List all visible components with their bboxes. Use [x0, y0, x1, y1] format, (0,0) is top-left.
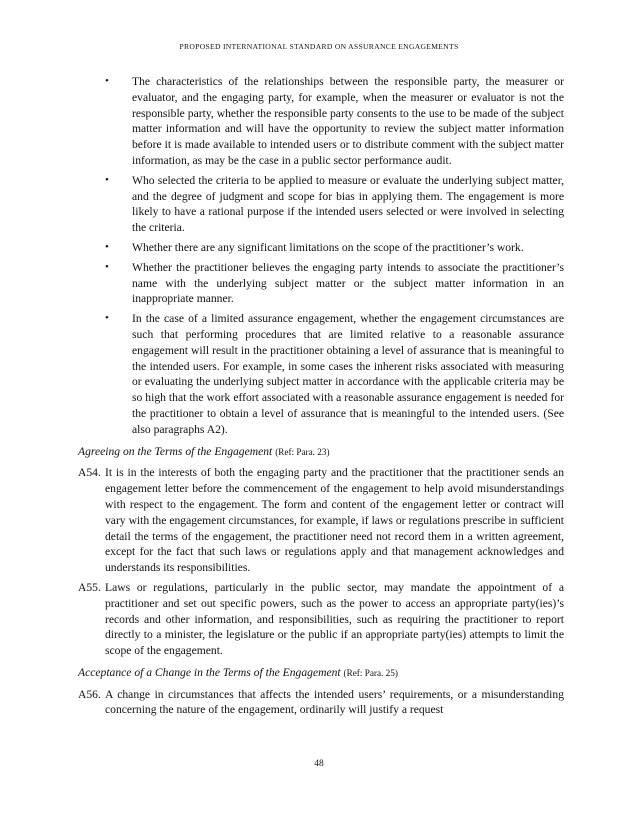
list-item [78, 173, 564, 236]
bullet-icon: • [105, 260, 109, 273]
bullet-icon: • [105, 312, 109, 325]
list-item [78, 260, 564, 307]
page-number: 48 [314, 759, 324, 769]
paragraph-number: A54. [78, 466, 101, 480]
paragraph-number: A55. [78, 580, 101, 594]
bullet-icon: • [105, 173, 109, 186]
bullet-icon: • [105, 240, 109, 253]
section-ref: (Ref: Para. 25) [343, 667, 398, 678]
list-item [78, 74, 564, 169]
bullet-list [78, 74, 564, 438]
bullet-text: Whether there are any significant limitations on the scope of the practitioner’s work. [132, 240, 524, 254]
list-item [78, 240, 564, 256]
page-content [78, 74, 564, 722]
paragraph-number: A56. [78, 687, 101, 701]
running-header: PROPOSED INTERNATIONAL STANDARD ON ASSURANCE ENGAGEMENTS [179, 42, 459, 51]
bullet-icon: • [105, 75, 109, 87]
bullet-text: Whether the practitioner believes the engaging party intends to associate the practitioner’s name with the underlying subject matter or the subject matter information in an inappropriate manner. [132, 260, 564, 306]
bullet-text: In the case of a limited assurance engagement, whether the engagement circumstances are such that performing procedures that are limited relative to a reasonable assurance engagement will result in the practitioner obtaining a level of assurance that is meaningful to the intended users. For example, in some cases the inherent risks associated with measuring or evaluating the underlying subject matter in accordance with the applicable criteria may be so high that the work effort associated with a reasonable assurance engagement is needed for the practitioner to obtain a level of assurance that is meaningful to the intended users. (See also paragraphs A2). [132, 312, 564, 436]
section-heading-text: Agreeing on the Terms of the Engagement [78, 444, 273, 458]
paragraph-text: It is in the interests of both the engaging party and the practitioner that the practitioner sends an engagement letter before the commencement of the engagement to help avoid misunderstandings with respect to the engagement. The form and content of the engagement letter or contract will vary with the engagement circumstances, for example, if laws or regulations prescribe in sufficient detail the terms of the engagement, the practitioner need not record them in a written agreement, except for the fact that such laws or regulations apply and that management acknowledges and understands its responsibilities. [105, 466, 564, 575]
bullet-text: The characteristics of the relationships between the responsible party, the measurer or evaluator, and the engaging party, for example, when the measurer or evaluator is not the responsible party, whether the responsible party consents to the use to be made of the subject matter information and will have the opportunity to review the subject matter information before it is made available to intended users or to distribute comment with the subject matter information, as may be the case in a public sector performance audit. [132, 75, 564, 167]
paragraph-text: A change in circumstances that affects the intended users’ requirements, or a misunderstanding concerning the nature of the engagement, ordinarily will justify a request [105, 687, 564, 717]
paragraph-text: Laws or regulations, particularly in the public sector, may mandate the appointment of a practitioner and set out specific powers, such as the power to access an appropriate party(ies)’s records and other information, and responsibilities, such as requiring the practitioner to report directly to a minister, the legislature or the public if an appropriate party(ies) attempts to limit the scope of the engagement. [105, 580, 564, 658]
paragraph-a56 [78, 687, 564, 719]
section-ref: (Ref: Para. 23) [275, 446, 330, 457]
paragraph-a55 [78, 580, 564, 659]
bullet-text: Who selected the criteria to be applied to measure or evaluate the underlying subject matter, and the degree of judgment and scope for bias in applying them. The engagement is more likely to have a rational purpose if the intended users selected or were involved in selecting the criteria. [132, 173, 564, 235]
paragraph-a54 [78, 465, 564, 576]
list-item [78, 311, 564, 437]
section-heading-change [78, 665, 564, 682]
section-heading-text: Acceptance of a Change in the Terms of the Engagement [78, 665, 341, 679]
section-heading-terms [78, 444, 564, 461]
